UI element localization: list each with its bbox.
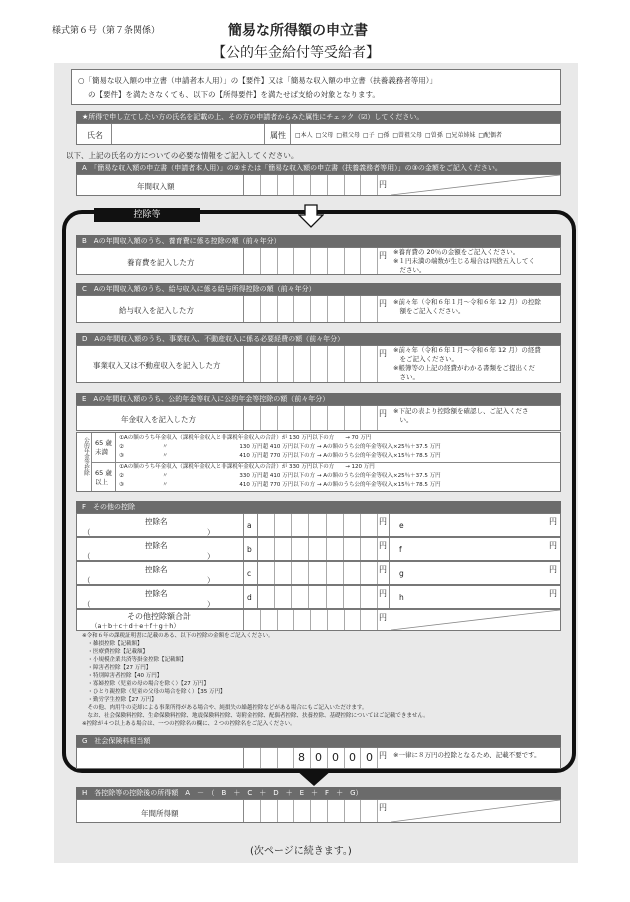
intro-line-2: の【要件】を満たさなくても、以下の【所得要件】を満たせば支給の対象となります。 xyxy=(88,90,380,99)
salary-input[interactable] xyxy=(243,296,378,322)
digit: 8 xyxy=(298,751,305,764)
annual-income-label: 年間収入額 xyxy=(137,182,175,191)
digit: 0 xyxy=(349,751,356,764)
digit: 0 xyxy=(315,751,322,764)
yen-unit: 円 xyxy=(379,541,387,550)
deduction-letter: h xyxy=(399,593,404,602)
yen-unit: 円 xyxy=(549,541,557,550)
page-subtitle: 【公的年金給付等受給者】 xyxy=(212,45,380,61)
section-g-row xyxy=(76,747,561,769)
attr-option[interactable]: □父母 xyxy=(315,131,334,139)
row-divider xyxy=(389,538,390,560)
section-c-note: ※前々年（令和６年１月～令和６年 12 月）の控除 額をご記入ください。 xyxy=(393,298,541,315)
section-a-header: A 「簡易な収入額の申立書（申請者本人用）」の②または「簡易な収入額の申立書（扶養義務者等用）」の③の金額をご記入ください。 xyxy=(76,162,561,174)
deduction-letter: e xyxy=(399,521,404,530)
yen-unit: 円 xyxy=(379,409,387,418)
section-d-note: ※前々年（令和６年１月～令和６年 12 月）の経費 をご記入ください。 ※帳簿等の上記の経費がわかる書類をご提出くだ さい。 xyxy=(393,346,541,381)
digit: 0 xyxy=(366,751,373,764)
digit: 0 xyxy=(332,751,339,764)
attr-option[interactable]: □孫 xyxy=(377,131,390,139)
yen-unit: 円 xyxy=(379,349,387,358)
row-divider xyxy=(389,586,390,608)
annual-income-result-input[interactable] xyxy=(243,800,378,822)
page-title: 簡易な所得額の申立書 xyxy=(228,23,368,39)
section-f-header: F その他の控除 xyxy=(76,501,561,513)
yen-unit: 円 xyxy=(379,517,387,526)
section-f-notes: ※令和６年の課税証明書に記載のある、以下の控除の金額をご記入ください。 ・雑損控除【記載額】 ・医療費控除【記載額】 ・小規模企業共済等掛金控除【記載額】 ・障害者控除【27 万円】 ・特別障害者控除【40 万円】 ・寡婦控除（児童の母の場合を除く）【27 万円】 ・ひとり親控除（児童の父母の場合を除く）【35 万円】 ・勤労学生控除【27 万円】 その他、肉用牛の売却による事業所得がある場合や、純損失の繰越控除などがある場合にもご記入いただけます。 なお、社会保険料控除、生命保険料控除、地震保険料控除、寄附金控除、配偶者控除、扶養控除、基礎控除についてはご記載できません。 ※控除が４つ以上ある場合は、一つの控除名の欄に、２つの控除名をご記入ください。 xyxy=(82,633,429,727)
down-arrow-icon xyxy=(296,770,332,786)
diagonal-line xyxy=(391,610,560,630)
other-deduction-row xyxy=(76,537,561,561)
total-formula: （a＋b＋c＋d＋e＋f＋g＋h） xyxy=(91,622,180,630)
deduction-amount-input[interactable] xyxy=(257,514,378,536)
business-input[interactable] xyxy=(243,346,378,382)
deduction-letter: d xyxy=(247,593,252,602)
paren-open: （ xyxy=(83,576,91,585)
section-b-note: ※養育費の 20％の金額をご記入ください。 ※１円未満の端数が生じる場合は四捨五入してく ださい。 xyxy=(393,248,535,274)
deduction-label: 控除等 xyxy=(94,208,200,222)
section-e-row xyxy=(76,405,561,431)
over-65-label: 65 歳 以上 xyxy=(95,469,112,486)
section-c-row xyxy=(76,295,561,323)
deduction-letter: a xyxy=(247,521,252,530)
attribute-label: 属性 xyxy=(270,131,286,140)
pension-deduction-table xyxy=(76,432,561,492)
social-insurance-digits xyxy=(293,751,378,764)
deduction-name-field[interactable] xyxy=(243,514,244,536)
over-65-table: ①Aの額のうち年金収入（課税年金収入と非課税年金収入の合計）が 330 万円以下の方 → 120 万円 ② 〃 330 万円超 410 万円以下の方 → Aの額のうち公的年金等収入×25％＋37.5 万円 ③ 〃 410 万円超 770 万円以下の方 → Aの額のうち公的年金等収入×15％＋78.5 万円 xyxy=(119,464,441,488)
deduction-amount-input[interactable] xyxy=(257,562,378,584)
attr-option[interactable]: □曽孫 xyxy=(425,131,443,139)
row-divider xyxy=(389,514,390,536)
deduction-name-field[interactable] xyxy=(243,562,244,584)
yen-unit: 円 xyxy=(379,803,387,812)
paren-close: ） xyxy=(207,600,215,609)
continued-note: (次ページに続きます。) xyxy=(250,846,352,857)
pension-input[interactable] xyxy=(243,406,378,430)
applicant-header: ★所得で申し立てしたい方の氏名を記載の上、その方の申請者からみた属性にチェック（☑）してください。 xyxy=(76,111,561,123)
yen-unit: 円 xyxy=(549,517,557,526)
other-deduction-row xyxy=(76,561,561,585)
total-label: その他控除額合計 xyxy=(127,612,191,621)
other-deduction-row xyxy=(76,513,561,537)
diagonal-line xyxy=(391,175,560,195)
yen-unit: 円 xyxy=(379,180,387,189)
other-deduction-total-row xyxy=(76,609,561,631)
section-c-header: C Aの年間収入額のうち、給与収入に係る給与所得控除の額（前々年分） xyxy=(76,283,561,295)
attr-option[interactable]: □配偶者 xyxy=(478,131,503,139)
deduction-amount-input[interactable] xyxy=(257,538,378,560)
deduction-name-label: 控除名 xyxy=(145,541,168,550)
deduction-name-field[interactable] xyxy=(243,538,244,560)
deduction-letter: b xyxy=(247,545,252,554)
paren-open: （ xyxy=(83,552,91,561)
annual-income-result-label: 年間所得額 xyxy=(141,809,179,818)
salary-label: 給与収入を記入した方 xyxy=(119,306,194,315)
intro-line-1: ○「簡易な収入額の申立書（申請者本人用）」の【要件】又は「簡易な収入額の申立書（扶養義務者等用）」 xyxy=(78,76,438,85)
attr-option[interactable]: □祖父母 xyxy=(336,131,361,139)
row-divider xyxy=(389,562,390,584)
section-b-header: B Aの年間収入額のうち、養育費に係る控除の額（前々年分） xyxy=(76,235,561,247)
under-65-table: ①Aの額のうち年金収入（課税年金収入と非課税年金収入の合計）が 130 万円以下の方 → 70 万円 ② 〃 130 万円超 410 万円以下の方 → Aの額のうち公的年金等収入×25％＋37.5 万円 ③ 〃 410 万円超 770 万円以下の方 → Aの額のうち公的年金等収入×15％＋78.5 万円 xyxy=(119,435,441,459)
other-deduction-row xyxy=(76,585,561,609)
deduction-letter: c xyxy=(247,569,252,578)
yen-unit: 円 xyxy=(379,751,387,760)
applicant-row xyxy=(76,123,561,145)
section-g-note: ※一律に８万円の控除となるため、記載不要です。 xyxy=(393,751,541,759)
section-a-row xyxy=(76,174,561,196)
section-g-header: G 社会保険料相当額 xyxy=(76,735,561,747)
pension-label: 年金収入を記入した方 xyxy=(121,415,196,424)
yen-unit: 円 xyxy=(379,251,387,260)
intro-box xyxy=(71,69,561,105)
section-e-note: ※下記の表より控除額を確認し、ご記入くださ い。 xyxy=(393,407,529,424)
paren-close: ） xyxy=(207,528,215,537)
total-amount-input[interactable] xyxy=(243,610,378,630)
name-label: 氏名 xyxy=(87,131,103,140)
deduction-letter: g xyxy=(399,569,404,578)
attr-option[interactable]: □曽祖父母 xyxy=(392,131,423,139)
yen-unit: 円 xyxy=(379,565,387,574)
attr-option[interactable]: □子 xyxy=(363,131,375,139)
business-label: 事業収入又は不動産収入を記入した方 xyxy=(93,361,221,370)
yen-unit: 円 xyxy=(379,589,387,598)
deduction-name-label: 控除名 xyxy=(145,565,168,574)
yen-unit: 円 xyxy=(379,299,387,308)
deduction-letter: f xyxy=(399,545,402,554)
paren-open: （ xyxy=(83,600,91,609)
section-d-row xyxy=(76,345,561,383)
form-number: 様式第６号（第７条関係） xyxy=(52,26,161,36)
down-arrow-icon xyxy=(298,204,324,228)
yen-unit: 円 xyxy=(549,589,557,598)
name-field[interactable] xyxy=(111,124,265,144)
diagonal-line xyxy=(391,800,560,822)
attr-option[interactable]: □本人 xyxy=(295,131,313,139)
attr-option[interactable]: □兄弟姉妹 xyxy=(445,131,476,139)
paren-open: （ xyxy=(83,528,91,537)
deduction-name-label: 控除名 xyxy=(145,589,168,598)
paren-close: ） xyxy=(207,552,215,561)
section-e-header: E Aの年間収入額のうち、公的年金等収入に公的年金等控除の額（前々年分） xyxy=(76,393,561,405)
section-h-row xyxy=(76,799,561,823)
childcare-input[interactable] xyxy=(243,248,378,274)
section-d-header: D Aの年間収入額のうち、事業収入、不動産収入に係る必要経費の額（前々年分） xyxy=(76,333,561,345)
instruction-text: 以下、上記の氏名の方についての必要な情報をご記入してください。 xyxy=(66,151,299,160)
section-b-row xyxy=(76,247,561,275)
section-h-header: H 各控除等の控除後の所得額 A － （ B ＋ C ＋ D ＋ E ＋ F ＋ G） xyxy=(76,787,561,799)
pension-side-label: 公的年金等控除 xyxy=(83,437,89,476)
deduction-name-label: 控除名 xyxy=(145,517,168,526)
yen-unit: 円 xyxy=(549,565,557,574)
paren-close: ） xyxy=(207,576,215,585)
annual-income-input[interactable] xyxy=(243,175,378,195)
under-65-label: 65 歳 未満 xyxy=(95,439,112,456)
deduction-amount-input[interactable] xyxy=(257,586,378,608)
deduction-name-field[interactable] xyxy=(243,586,244,608)
yen-unit: 円 xyxy=(379,613,387,622)
attribute-options[interactable] xyxy=(290,124,560,144)
childcare-label: 養育費を記入した方 xyxy=(127,258,195,267)
